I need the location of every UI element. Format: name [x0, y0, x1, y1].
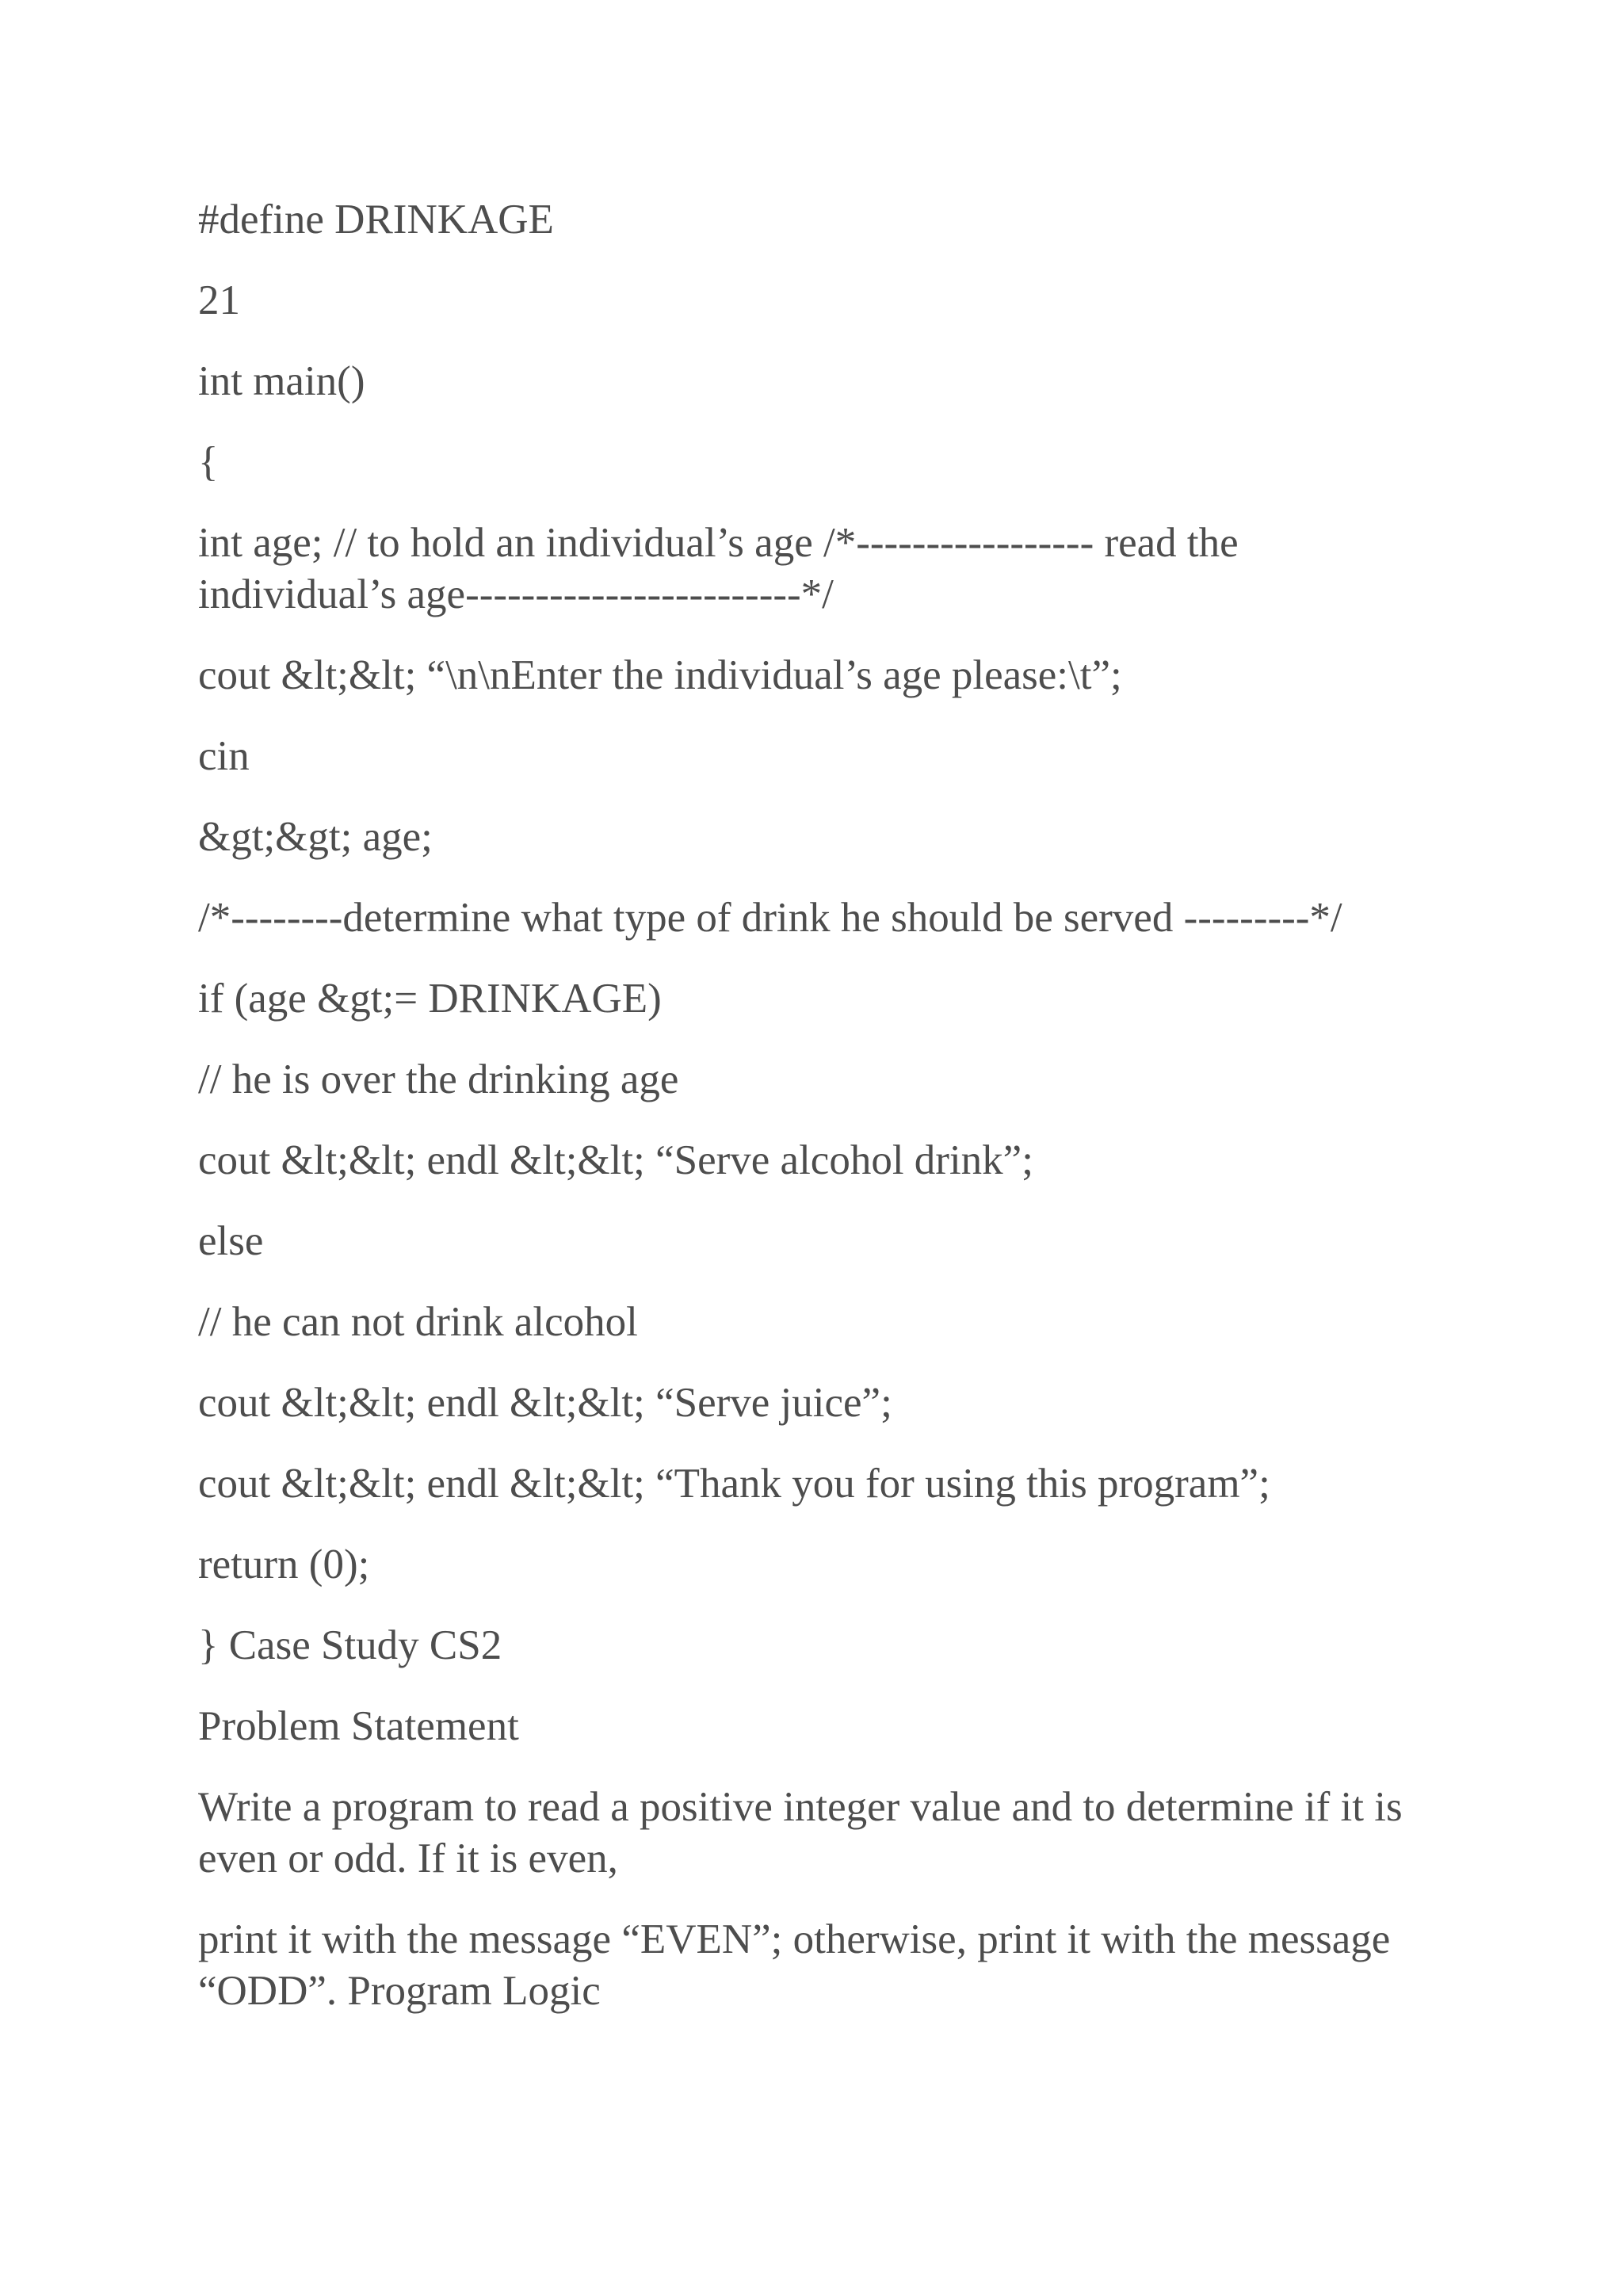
code-line-read-age: &gt;&gt; age;	[198, 814, 433, 860]
problem-statement-heading: Problem Statement	[198, 1703, 519, 1749]
code-line-define: #define DRINKAGE	[198, 197, 554, 243]
code-line-else: else	[198, 1218, 264, 1264]
code-line-prompt: cout &lt;&lt; “\n\nEnter the individual’s age please:\t”;	[198, 652, 1122, 698]
code-line-comment-over-age: // he is over the drinking age	[198, 1056, 679, 1102]
document-body	[198, 194, 1434, 2046]
code-line-if: if (age &gt;= DRINKAGE)	[198, 976, 662, 1022]
code-line-serve-alcohol: cout &lt;&lt; endl &lt;&lt; “Serve alcohol drink”;	[198, 1137, 1033, 1183]
problem-text-paragraph-1: Write a program to read a positive integer value and to determine if it is even or odd. If it is even,	[198, 1784, 1413, 1881]
code-line-open-brace: {	[198, 439, 219, 485]
code-line-age-declaration: int age; // to hold an individual’s age /*----------------- read the individual’s age------------------------*/	[198, 520, 1249, 617]
code-line-comment-no-alcohol: // he can not drink alcohol	[198, 1299, 638, 1345]
code-line-value: 21	[198, 277, 240, 323]
problem-text-paragraph-2: print it with the message “EVEN”; otherwise, print it with the message “ODD”. Program Logic	[198, 1916, 1401, 2014]
code-line-main: int main()	[198, 358, 365, 404]
case-study-heading: } Case Study CS2	[198, 1622, 502, 1668]
code-line-cin: cin	[198, 733, 250, 779]
code-line-comment-determine: /*--------determine what type of drink he should be served ---------*/	[198, 895, 1342, 941]
code-line-thank-you: cout &lt;&lt; endl &lt;&lt; “Thank you for using this program”;	[198, 1461, 1270, 1507]
code-line-return: return (0);	[198, 1541, 370, 1587]
code-line-serve-juice: cout &lt;&lt; endl &lt;&lt; “Serve juice”;	[198, 1380, 892, 1426]
